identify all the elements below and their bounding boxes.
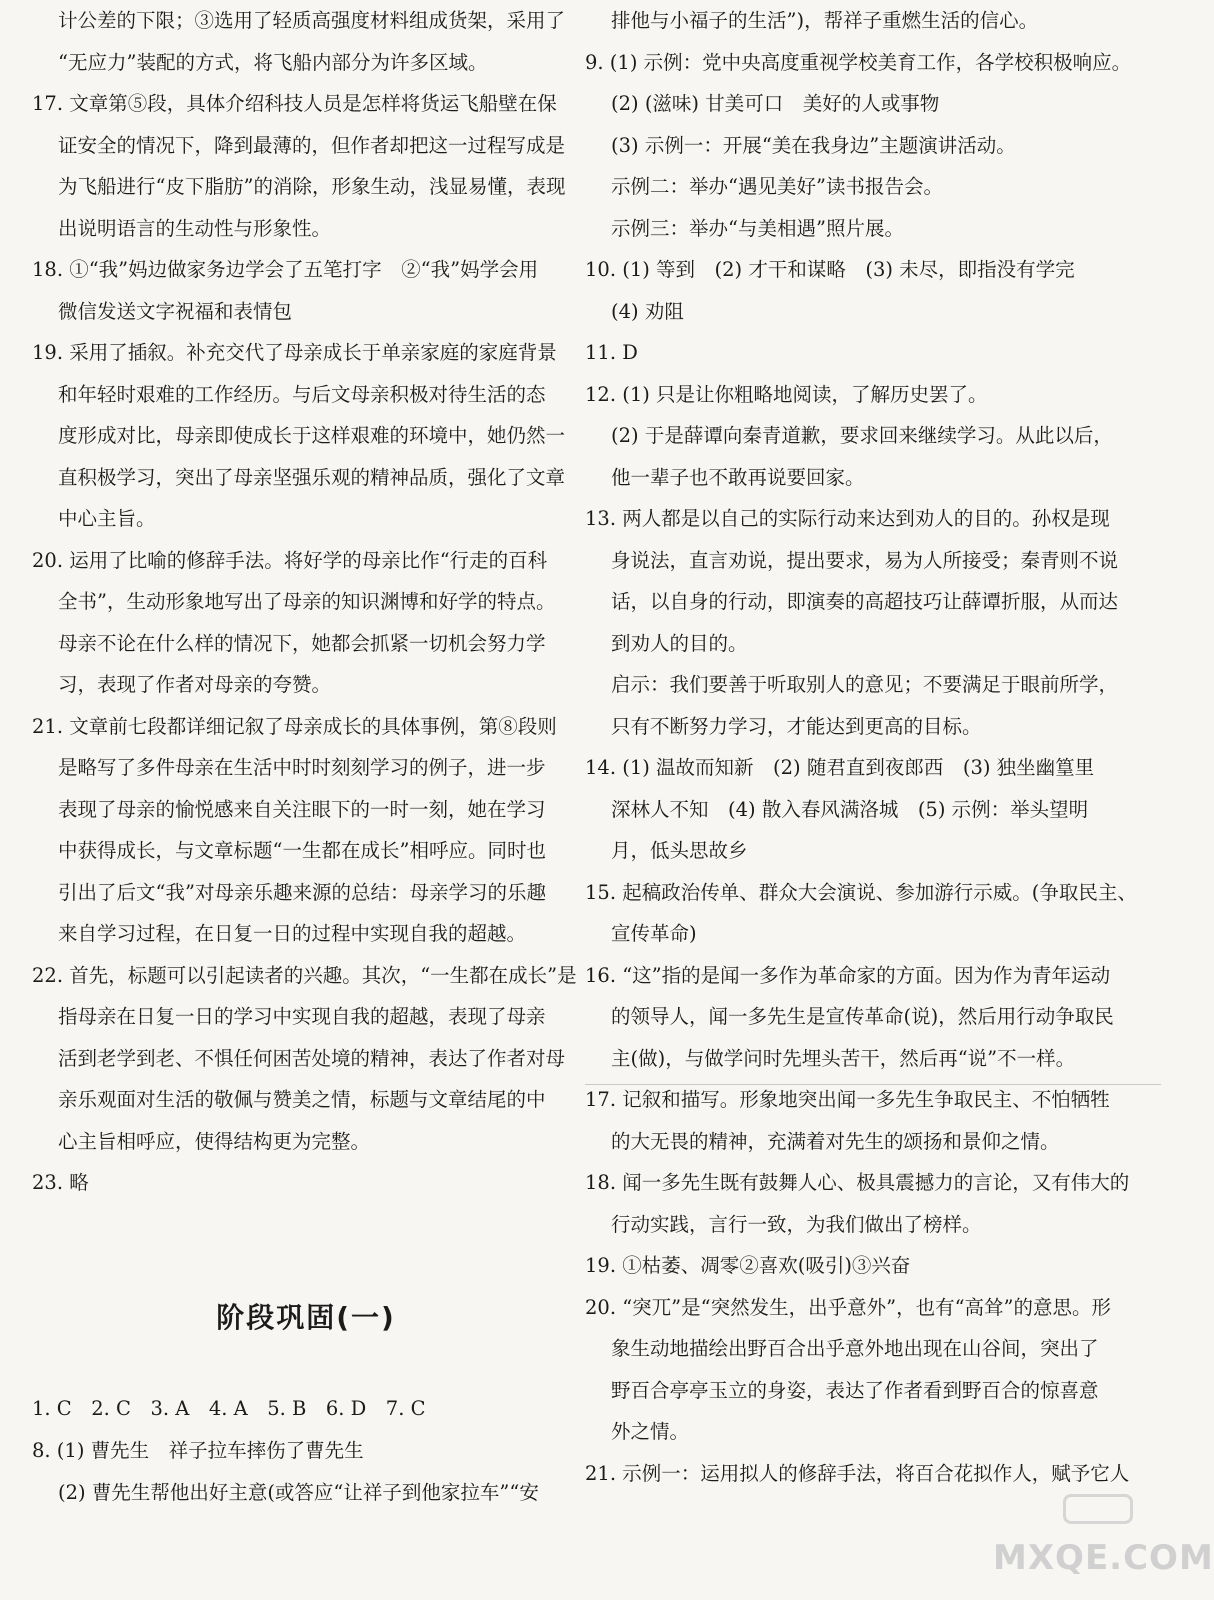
text-line: 外之情。 (611, 1420, 690, 1443)
text-line: 18. ①“我”妈边做家务边学会了五笔打字 ②“我”妈学会用 (32, 258, 539, 281)
watermark-logo-icon (1063, 1494, 1133, 1524)
text-line: 中获得成长，与文章标题“一生都在成长”相呼应。同时也 (58, 839, 546, 862)
text-line: 主(做)，与做学问时先埋头苦干，然后再“说”不一样。 (611, 1046, 1076, 1070)
right-column-item (585, 332, 1135, 374)
text-line: 心主旨相呼应，使得结构更为完整。 (58, 1129, 371, 1153)
text-line: 21. 文章前七段都详细记叙了母亲成长的具体事例，第⑧段则 (32, 714, 557, 738)
text-line: 习，表现了作者对母亲的夸赞。 (58, 673, 332, 696)
text-line: 11. D (585, 341, 638, 364)
text-line: 亲乐观面对生活的敬佩与赞美之情，标题与文章结尾的中 (58, 1088, 546, 1111)
text-line: 野百合亭亭玉立的身姿，表达了作者看到野百合的惊喜意 (611, 1378, 1099, 1402)
text-line: 活到老学到老、不惧任何困苦处境的精神，表达了作者对母 (58, 1046, 566, 1070)
right-column-item (585, 166, 1135, 208)
text-line: 22. 首先，标题可以引起读者的兴趣。其次，“一生都在成长”是 (32, 963, 577, 987)
text-line: 23. 略 (32, 1171, 89, 1194)
left-column (32, 0, 580, 1204)
text-line: 深林人不知 (4) 散入春风满洛城 (5) 示例：举头望明 (611, 797, 1089, 821)
question-8 (32, 1430, 580, 1513)
text-line: 月，低头思故乡 (611, 839, 748, 862)
text-line: 表现了母亲的愉悦感来自关注眼下的一时一刻，她在学习 (58, 797, 546, 821)
right-column-item (585, 747, 1135, 872)
text-line: 10. (1) 等到 (2) 才干和谋略 (3) 未尽，即指没有学完 (585, 258, 1075, 281)
right-column-item (585, 208, 1135, 250)
right-column-item (585, 42, 1135, 84)
right-column-item (585, 249, 1135, 291)
left-column-item (32, 955, 580, 1163)
right-column-item (585, 83, 1135, 125)
text-line: (2) 曹先生帮他出好主意(或答应“让祥子到他家拉车”“安 (58, 1480, 539, 1504)
text-line: 象生动地描绘出野百合出乎意外地出现在山谷间，突出了 (611, 1337, 1099, 1360)
text-line: 13. 两人都是以自己的实际行动来达到劝人的目的。孙权是现 (585, 507, 1110, 530)
text-line: 身说法，直言劝说，提出要求，易为人所接受；秦青则不说 (611, 548, 1119, 572)
text-line: 9. (1) 示例：党中央高度重视学校美育工作，各学校积极响应。 (585, 50, 1132, 74)
left-column-item (32, 540, 580, 706)
text-line: 12. (1) 只是让你粗略地阅读，了解历史罢了。 (585, 382, 988, 406)
left-column-item (32, 83, 580, 249)
right-column-item (585, 664, 1135, 747)
text-line: 20. 运用了比喻的修辞手法。将好学的母亲比作“行走的百科 (32, 548, 548, 572)
text-line: 17. 文章第⑤段，具体介绍科技人员是怎样将货运飞船壁在保 (32, 92, 557, 115)
text-line: 15. 起稿政治传单、群众大会演说、参加游行示威。(争取民主、 (585, 880, 1137, 904)
text-line: 19. 采用了插叙。补充交代了母亲成长于单亲家庭的家庭背景 (32, 341, 557, 364)
text-line: 的大无畏的精神，充满着对先生的颂扬和景仰之情。 (611, 1129, 1060, 1153)
right-column-item (585, 1287, 1135, 1453)
left-column-item (32, 332, 580, 540)
text-line: 他一辈子也不敢再说要回家。 (611, 465, 865, 489)
right-column-item (585, 955, 1135, 1080)
text-line: 来自学习过程，在日复一日的过程中实现自我的超越。 (58, 922, 527, 945)
text-line: 14. (1) 温故而知新 (2) 随君直到夜郎西 (3) 独坐幽篁里 (585, 756, 1095, 779)
section-title: 阶段巩固(一) (216, 1301, 396, 1334)
text-line: 为飞船进行“皮下脂肪”的消除，形象生动，浅显易懂，表现 (58, 175, 566, 198)
text-line: 是略写了多件母亲在生活中时时刻刻学习的例子，进一步 (58, 756, 546, 779)
left-column-item (32, 706, 580, 955)
text-line: 示例二：举办“遇见美好”读书报告会。 (611, 175, 943, 198)
text-line: 指母亲在日复一日的学习中实现自我的超越，表现了母亲 (58, 1005, 546, 1028)
text-line: 启示：我们要善于听取别人的意见；不要满足于眼前所学， (611, 673, 1119, 696)
watermark (993, 1528, 1214, 1588)
text-line: 直积极学习，突出了母亲坚强乐观的精神品质，强化了文章 (58, 465, 566, 489)
text-line: 到劝人的目的。 (611, 631, 748, 655)
text-line: 21. 示例一：运用拟人的修辞手法，将百合花拟作人，赋予它人 (585, 1461, 1130, 1485)
text-line: 微信发送文字祝福和表情包 (58, 299, 293, 323)
left-column-item (32, 0, 580, 83)
watermark-text: MXQE.COM (993, 1538, 1214, 1578)
right-column-item (585, 1162, 1135, 1245)
text-line: 的领导人，闻一多先生是宣传革命(说)，然后用行动争取民 (611, 1005, 1114, 1028)
text-line: 18. 闻一多先生既有鼓舞人心、极具震撼力的言论，又有伟大的 (585, 1171, 1130, 1194)
text-line: (2) (滋味) 甘美可口 美好的人或事物 (611, 92, 940, 115)
text-line: 引出了后文“我”对母亲乐趣来源的总结：母亲学习的乐趣 (58, 880, 546, 904)
text-line: 19. ①枯萎、凋零②喜欢(吸引)③兴奋 (585, 1254, 911, 1277)
right-column-item (585, 125, 1135, 167)
q8-item (32, 1472, 580, 1514)
text-line: 只有不断努力学习，才能达到更高的目标。 (611, 714, 982, 738)
left-column-item (32, 249, 580, 332)
text-line: 计公差的下限；③选用了轻质高强度材料组成货架，采用了 (58, 9, 566, 32)
text-line: 母亲不论在什么样的情况下，她都会抓紧一切机会努力学 (58, 631, 546, 655)
text-line: 示例三：举办“与美相遇”照片展。 (611, 216, 904, 240)
mc-answers-line: 1. C 2. C 3. A 4. A 5. B 6. D 7. C (32, 1397, 426, 1420)
text-line: 度形成对比，母亲即使成长于这样艰难的环境中，她仍然一 (58, 424, 566, 447)
right-column-item (585, 415, 1135, 498)
q8-item (32, 1430, 580, 1472)
scan-line (585, 1084, 1161, 1085)
text-line: 20. “突兀”是“突然发生，出乎意外”，也有“高耸”的意思。形 (585, 1295, 1112, 1319)
text-line: 16. “这”指的是闻一多作为革命家的方面。因为作为青年运动 (585, 963, 1111, 987)
right-column-item (585, 291, 1135, 333)
right-column-item (585, 872, 1135, 955)
text-line: (2) 于是薛谭向秦青道歉，要求回来继续学习。从此以后， (611, 424, 1113, 447)
text-line: 宣传革命) (611, 922, 697, 945)
left-column-item (32, 1162, 580, 1204)
text-line: (3) 示例一：开展“美在我身边”主题演讲活动。 (611, 133, 1016, 157)
text-line: 行动实践，言行一致，为我们做出了榜样。 (611, 1212, 982, 1236)
text-line: 全书”，生动形象地写出了母亲的知识渊博和好学的特点。 (58, 590, 556, 613)
right-column-item (585, 1079, 1135, 1162)
right-column-item (585, 0, 1135, 42)
right-column-item (585, 498, 1135, 664)
text-line: 排他与小福子的生活”)，帮祥子重燃生活的信心。 (611, 9, 1039, 32)
text-line: 话，以自身的行动，即演奏的高超技巧让薛谭折服，从而达 (611, 590, 1119, 613)
text-line: 17. 记叙和描写。形象地突出闻一多先生争取民主、不怕牺牲 (585, 1088, 1110, 1111)
right-column-item (585, 374, 1135, 416)
text-line: (4) 劝阻 (611, 299, 684, 323)
text-line: 证安全的情况下，降到最薄的，但作者却把这一过程写成是 (58, 133, 566, 157)
right-column-item (585, 1453, 1135, 1495)
right-column (585, 0, 1135, 1494)
text-line: 中心主旨。 (58, 507, 156, 530)
mc-answers (32, 1388, 580, 1430)
right-column-item (585, 1245, 1135, 1287)
text-line: 和年轻时艰难的工作经历。与后文母亲积极对待生活的态 (58, 382, 546, 406)
text-line: 8. (1) 曹先生 祥子拉车摔伤了曹先生 (32, 1439, 364, 1462)
text-line: 出说明语言的生动性与形象性。 (58, 216, 332, 240)
text-line: “无应力”装配的方式，将飞船内部分为许多区域。 (58, 50, 488, 74)
